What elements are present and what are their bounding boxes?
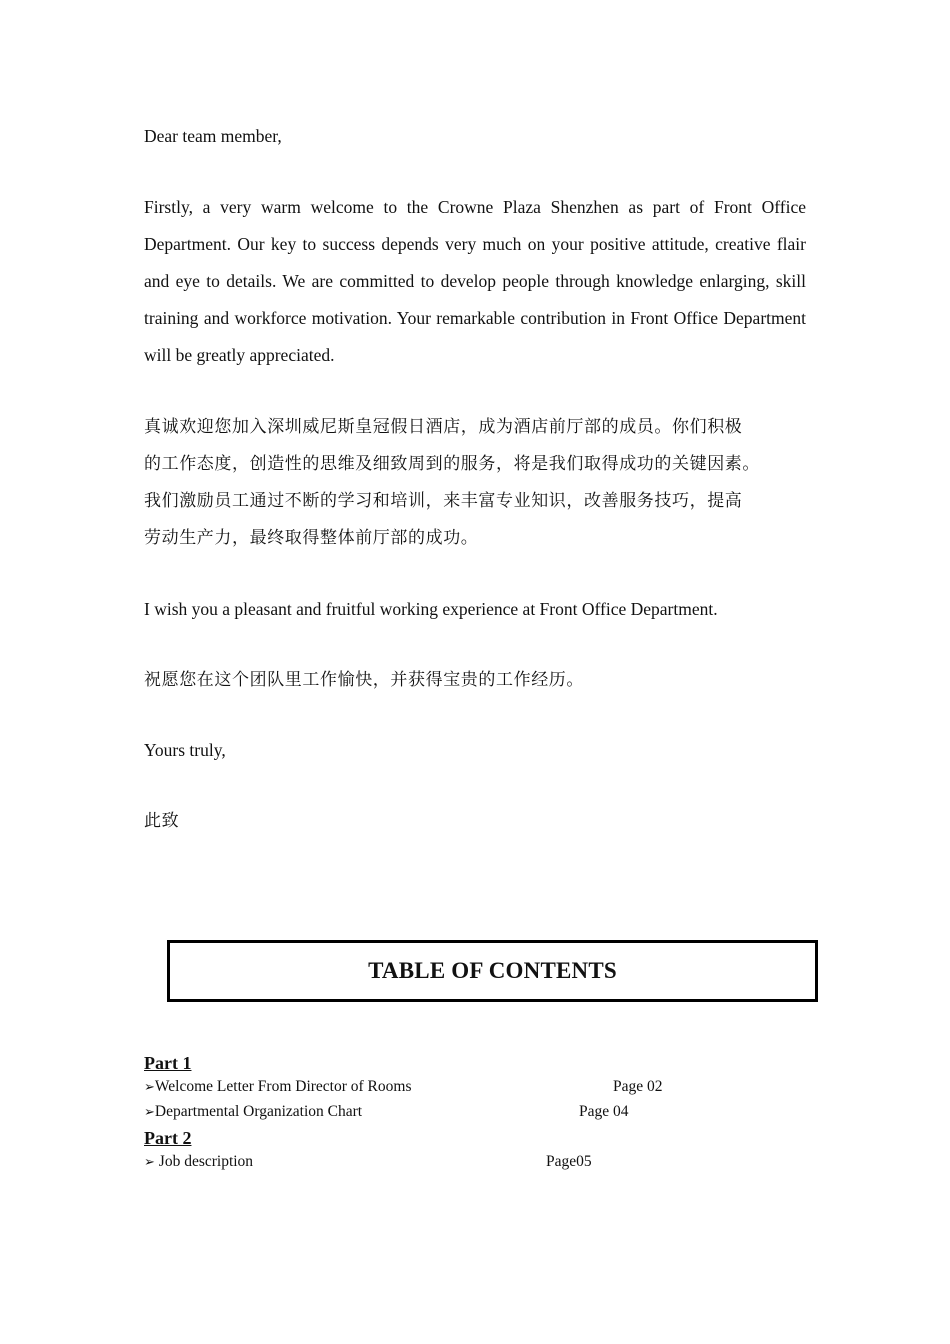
toc-title-box: [167, 940, 818, 1002]
toc-item-label: Job description: [154, 1153, 254, 1170]
toc-item-page: Page05: [546, 1153, 592, 1170]
welcome-paragraph-en: Firstly, a very warm welcome to the Crowne Plaza Shenzhen as part of Front Office Department. Our key to success depends very much on your positive attitude, creative flair and eye to details. We are committed to develop people through knowledge enlarging, skill training and workforce motivation. Your remarkable contribution in Front Office Department will be greatly appreciated.: [144, 197, 806, 365]
toc-item-page: Page 04: [579, 1103, 629, 1120]
welcome-cn-line-2: 的工作态度，创造性的思维及细致周到的服务，将是我们取得成功的关键因素。: [144, 454, 760, 474]
welcome-cn-line-4: 劳动生产力，最终取得整体前厅部的成功。: [144, 528, 479, 548]
wish-cn: 祝愿您在这个团队里工作愉快，并获得宝贵的工作经历。: [144, 670, 584, 690]
toc-item-label: Welcome Letter From Director of Rooms: [154, 1078, 412, 1095]
arrow-bullet-icon: ➢: [144, 1155, 155, 1170]
toc-item-job-description: [144, 1152, 253, 1173]
wish-en: I wish you a pleasant and fruitful working experience at Front Office Department.: [144, 599, 718, 619]
welcome-cn-line-1: 真诚欢迎您加入深圳威尼斯皇冠假日酒店，成为酒店前厅部的成员。你们积极: [144, 417, 743, 437]
closing-en: Yours truly,: [144, 740, 226, 760]
arrow-bullet-icon: ➢: [144, 1105, 155, 1120]
salutation: Dear team member,: [144, 126, 282, 146]
toc-title: TABLE OF CONTENTS: [368, 958, 617, 983]
arrow-bullet-icon: ➢: [144, 1080, 155, 1095]
toc-part-1: Part 1: [144, 1053, 192, 1073]
closing-cn: 此致: [144, 811, 180, 831]
toc-item-welcome-letter: [144, 1077, 412, 1098]
toc-part-2: Part 2: [144, 1128, 192, 1148]
welcome-paragraph-cn: [144, 409, 806, 557]
toc-item-org-chart: [144, 1102, 362, 1123]
toc-item-page: Page 02: [613, 1078, 663, 1095]
toc-item-label: Departmental Organization Chart: [154, 1103, 363, 1120]
welcome-cn-line-3: 我们激励员工通过不断的学习和培训，来丰富专业知识，改善服务技巧，提高: [144, 491, 743, 511]
